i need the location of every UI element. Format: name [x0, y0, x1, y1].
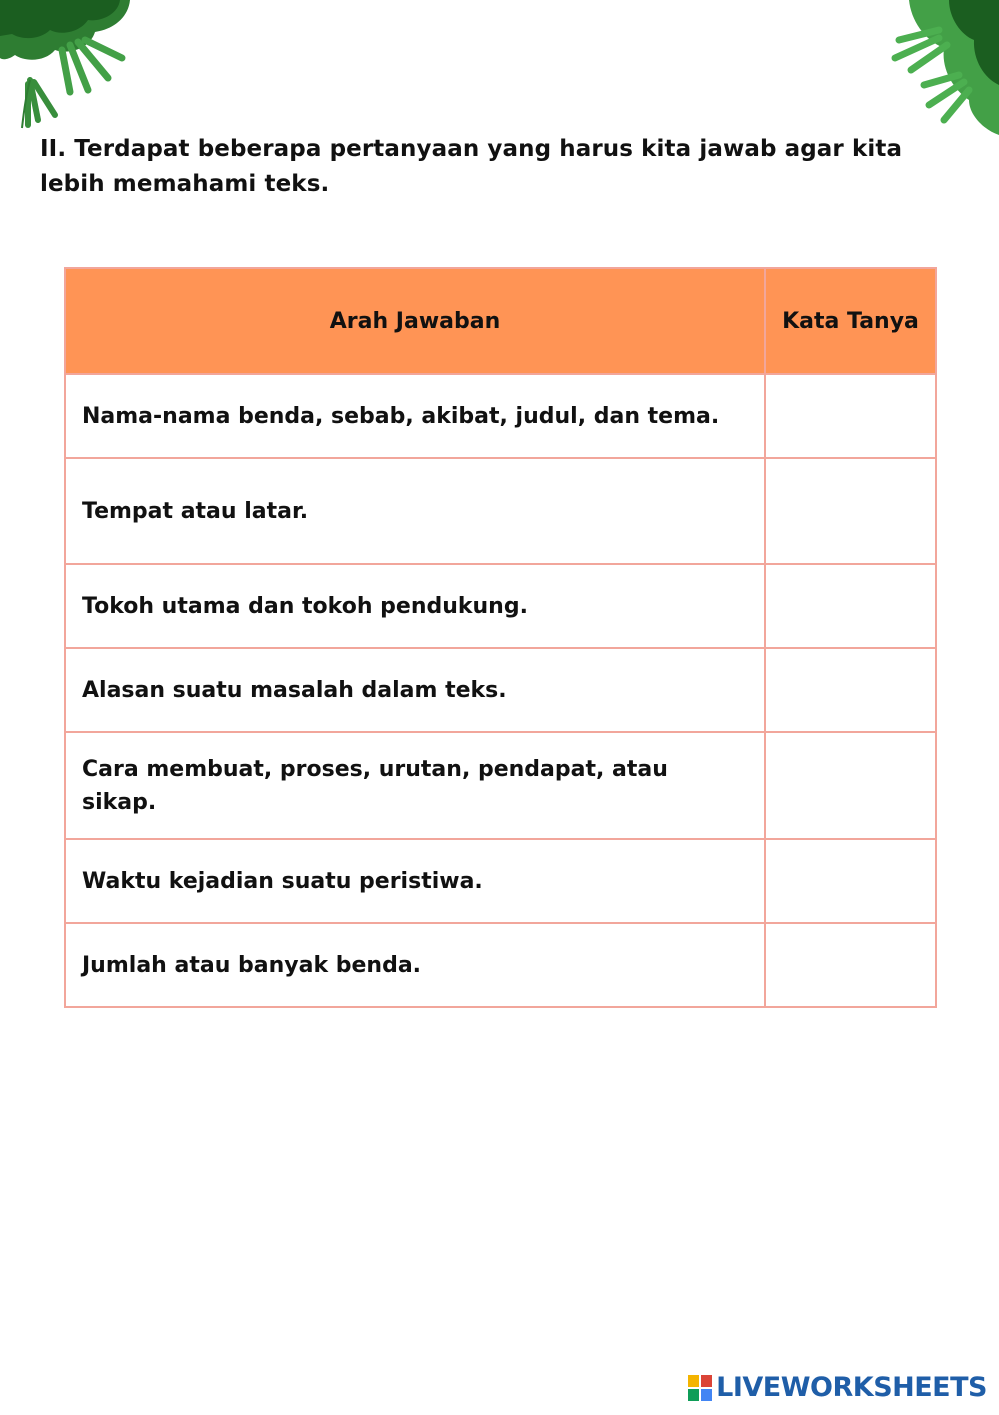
header-arah-jawaban: Arah Jawaban [65, 268, 765, 374]
liveworksheets-brand [688, 1372, 987, 1403]
kata-tanya-answer-cell[interactable] [765, 374, 936, 458]
instruction-text: II. Terdapat beberapa pertanyaan yang harus kita jawab agar kita lebih memahami teks. [40, 136, 903, 197]
arah-jawaban-cell: Cara membuat, proses, urutan, pendapat, atau sikap. [65, 732, 765, 839]
table-header-row [65, 268, 936, 374]
kata-tanya-answer-cell[interactable] [765, 648, 936, 732]
table-row [65, 923, 936, 1007]
leaf-decoration-right-icon [869, 0, 999, 140]
kata-tanya-answer-cell[interactable] [765, 732, 936, 839]
arah-jawaban-cell: Tempat atau latar. [65, 458, 765, 564]
table-row [65, 564, 936, 648]
table-row [65, 839, 936, 923]
header-kata-tanya: Kata Tanya [765, 268, 936, 374]
kata-tanya-answer-cell[interactable] [765, 564, 936, 648]
kata-tanya-answer-cell[interactable] [765, 458, 936, 564]
arah-jawaban-cell: Jumlah atau banyak benda. [65, 923, 765, 1007]
arah-jawaban-cell: Waktu kejadian suatu peristiwa. [65, 839, 765, 923]
question-word-table [64, 267, 937, 1008]
table-row [65, 374, 936, 458]
kata-tanya-answer-cell[interactable] [765, 923, 936, 1007]
leaf-decoration-left-icon [0, 0, 140, 130]
liveworksheets-logo-icon [688, 1375, 712, 1401]
arah-jawaban-cell: Tokoh utama dan tokoh pendukung. [65, 564, 765, 648]
table-row [65, 458, 936, 564]
table-row [65, 732, 936, 839]
arah-jawaban-cell: Nama-nama benda, sebab, akibat, judul, dan tema. [65, 374, 765, 458]
table-row [65, 648, 936, 732]
arah-jawaban-cell: Alasan suatu masalah dalam teks. [65, 648, 765, 732]
kata-tanya-answer-cell[interactable] [765, 839, 936, 923]
brand-text: LIVEWORKSHEETS [716, 1372, 987, 1403]
